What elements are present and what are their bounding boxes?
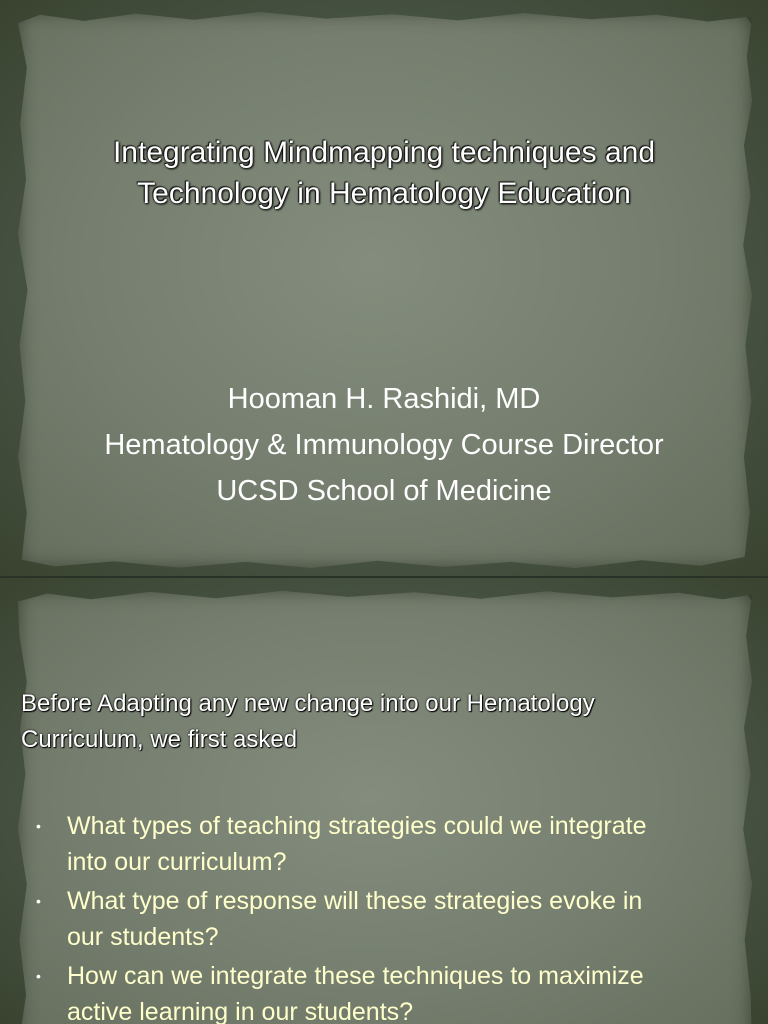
- bullet-icon: •: [36, 968, 41, 984]
- presenter-info: [0, 376, 768, 514]
- list-item: [36, 958, 746, 1024]
- questions-slide: [0, 578, 768, 1024]
- list-item: [36, 883, 746, 955]
- presenter-role: Hematology & Immunology Course Director: [104, 429, 664, 461]
- bullet-line: active learning in our students?: [67, 998, 414, 1024]
- presenter-name: Hooman H. Rashidi, MD: [227, 383, 541, 415]
- bullet-line: What type of response will these strategies evoke in: [67, 887, 643, 915]
- bullet-line: into our curriculum?: [67, 848, 287, 876]
- bullet-text: [67, 958, 746, 1024]
- bullet-text: [67, 808, 746, 880]
- bullet-line: What types of teaching strategies could we integrate: [67, 812, 647, 840]
- question-list: [36, 808, 746, 1024]
- presenter-institution: UCSD School of Medicine: [216, 475, 552, 507]
- bullet-icon: •: [36, 893, 41, 909]
- lead-line: Curriculum, we first asked: [21, 726, 298, 753]
- lead-line: Before Adapting any new change into our Hematology: [21, 690, 595, 717]
- slide-title-line: Technology in Hematology Education: [137, 177, 631, 210]
- bullet-icon: •: [36, 818, 41, 834]
- bullet-line: How can we integrate these techniques to maximize: [67, 962, 644, 990]
- bullet-line: our students?: [67, 923, 219, 951]
- bullet-text: [67, 883, 746, 955]
- slide-title: [0, 132, 768, 214]
- slide-lead-text: [21, 686, 741, 758]
- list-item: [36, 808, 746, 880]
- slide-title-line: Integrating Mindmapping techniques and: [112, 136, 656, 169]
